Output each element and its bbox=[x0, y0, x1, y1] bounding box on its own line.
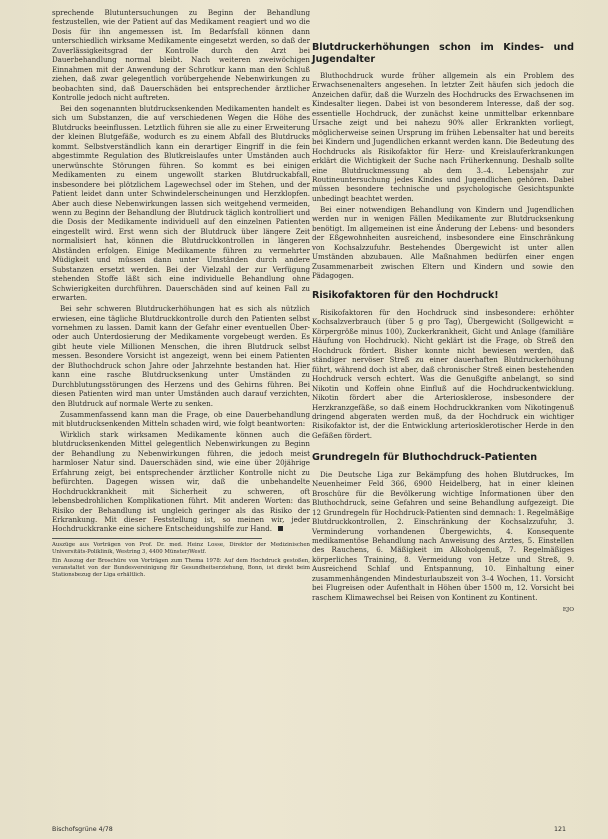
right-column bbox=[312, 42, 574, 617]
left-column bbox=[52, 8, 310, 581]
paragraph: Die Deutsche Liga zur Bekämpfung des hohen Blutdruckes, Im Neuenheimer Feld 366, 6900 Heidelberg, hat in einer kleinen Broschüre für die Bevölkerung wichtige Informationen über den Bluthochdruck, seine Gefahren und seine Behandlung aufgezeigt. Die 12 Grundregeln für Hochdruck-Patienten sind demnach: 1. Regelmäßige Blutdruckkontrollen, 2. Einschränkung der Kochsalzzufuhr, 3. Verminderung vorhandenen Übergewichts, 4. Konsequente medikamentöse Behandlung nach Anweisung des Arztes, 5. Einstellen des Rauchens, 6. Mäßigkeit im Alkoholgenuß, 7. Regelmäßiges körperliches Training, 8. Vermeidung von Hetze und Streß, 9. Ausreichend Schlaf und Entspannung, 10. Einhaltung einer zusammenhängenden Mindesturlaubszeit von 3–4 Wochen, 11. Vorsicht bei Flugreisen oder Aufenthalt in Höhen über 1500 m, 12. Vorsicht bei raschem Klimawechsel bei Reisen von Kontinent zu Kontinent. bbox=[312, 469, 574, 602]
paragraph: Risikofaktoren für den Hochdruck sind insbesondere: erhöhter Kochsalzverbrauch (über 5 g pro Tag), Übergewicht (Sollgewicht = Körpergröße minus 100), Zuckerkrankheit, Gicht und Anlage (familiäre Häufung von Hochdruck). Nicht geklärt ist die Frage, ob Streß den Hochdruck fördert. Bisher konnte nicht bewiesen werden, daß ständiger nervöser Streß zu einer dauerhaften Blutdruckerhöhung führt, während doch ist aber, daß chronischer Streß einen bestehenden Hochdruck versch echtert. Was die Genußgifte anbelangt, so sind Nikotin und Koffein ohne Einfluß auf die Hochdruckentwicklung. Nikotin fördert aber die Arteriosklerose, insbesondere der Herzkranzgefäße, so daß einem Hochdruckkranken vom Nikotingenuß dringend abgeraten werden muß, da der Hochdruck ein wichtiger Risikofaktor ist, der die Entwicklung arteriosklerotischer Herde in den Gefäßen fördert. bbox=[312, 307, 574, 440]
paragraph-final bbox=[52, 430, 310, 534]
section-heading: Risikofaktoren für den Hochdruck! bbox=[312, 290, 499, 302]
paragraph: Bei den sogenannten blutdrucksenkenden Medikamenten handelt es sich um Substanzen, die auf verschiedenen Wegen die Höhe des Blutdrucks beeinflussen. Letztlich führen sie alle zu einer Erweiterung der kleinen Blutgefäße, wodurch es zu einem Abfall des Blutdrucks kommt. Selbstverständlich kann ein derartiger Eingriff in die fein abgestimmte Regulation des Blutkreislaufes unter Umständen auch unerwünschte Störungen führen. So kommt es bei einigen Medikamenten zu einem ungewollt starken Blutdruckabfall, insbesondere bei plötzlichem Lagewechsel oder im Stehen, und der Patient leidet dann unter Schwindelerscheinungen und Herzklopfen. Aber auch diese Nebenwirkungen lassen sich weitgehend vermeiden, wenn zu Beginn der Behandlung der Blutdruck täglich kontrolliert und die Dosis der Medikamente individuell auf den einzelnen Patienten eingestellt wird. Erst wenn sich der Blutdruck über längere Zeit normalisiert hat, können die Blutdruckkontrollen in längeren Abständen erfolgen. Einige Medikamente führen zu vermehrter Müdigkeit und müssen dann unter Umständen durch andere Substanzen ersetzt werden. Bei der Vielzahl der zur Verfügung stehenden Stoffe läßt sich eine individuelle Behandlung ohne Schwierigkeiten durchführen. Dauerschäden sind auf keinen Fall zu erwarten. bbox=[52, 104, 310, 303]
paragraph: Bei sehr schweren Blutdruckerhöhungen hat es sich als nützlich erwiesen, eine tägliche Blutdruckkontrolle durch den Patienten selbst vornehmen zu lassen. Damit kann der Gefahr einer eventuellen Über- oder auch Unterdosierung der Medikamente vorgebeugt werden. Es gibt heute viele Millionen Menschen, die ihren Blutdruck selbst messen. Besondere Vorsicht ist angezeigt, wenn bei einem Patienten der Bluthochdruck schon Jahre oder Jahrzehnte bestanden hat. Hier kann eine rasche Blutdrucksenkung unter Umständen zu Durchblutungsstörungen des Herzens und des Gehirns führen. Bei diesen Patienten wird man unter Umständen auch darauf verzichten, den Blutdruck auf normale Werte zu senken. bbox=[52, 304, 310, 408]
paragraph: Bei einer notwendigen Behandlung von Kindern und Jugendlichen werden nur in wenigen Fällen Medikamente zur Blutdrucksenkung benötigt. Im allgemeinen ist eine Änderung der Lebens- und besonders der Eßgewohnheiten ausreichend, insbesondere eine Einschränkung von Kochsalzzufuhr. Bestehendes Übergewicht ist unter allen Umständen abzubauen. Alle Maßnahmen bedürfen einer engen Zusammenarbeit zwischen Eltern und Kindern und sowie den Pädagogen. bbox=[312, 204, 574, 281]
author-signature bbox=[312, 604, 574, 615]
section-heading: Grundregeln für Bluthochdruck-Patienten bbox=[312, 452, 538, 464]
footnote: Auszüge aus Vorträgen von Prof. Dr. med. Heinz Losse, Direktor der Medizinischen Universitäts-Poliklinik, Westring 3, 4400 Münster/Westf. bbox=[52, 541, 310, 555]
end-of-article-mark bbox=[278, 526, 283, 531]
paragraph-text: Wirklich stark wirksamen Medikamente können auch die blutdrucksenkenden Mittel gelegentlich Nebenwirkungen zu Beginn der Behandlung zu Nebenwirkungen führen, die jedoch meist harmloser Natur sind. Dauerschäden sind, wie eine über 20jährige Erfahrung zeigt, bei entsprechender ärztlicher Kontrolle nicht zu befürchten. Dagegen wissen wir, daß die unbehandelte Hochdruckkrankheit mit Sicherheit zu schweren, oft lebensbedrohlichen Komplikationen führt. Mit anderen Worten: das Risiko der Behandlung ist ungleich geringer als das Risiko der Erkrankung. Mit dieser Feststellung ist, so meinen wir, jeder Hochdruckkranke eine sichere Entscheidungshilfe zur Hand. bbox=[52, 429, 310, 534]
footnote-divider bbox=[52, 538, 262, 539]
footer-issue-label: Bischofsgrüne 4/78 bbox=[52, 826, 113, 833]
paragraph: sprechende Blutuntersuchungen zu Beginn der Behandlung festzustellen, wie der Patient auf das Medikament reagiert und wo die Dosis für ihn angemessen ist. Im Bedarfsfall können dann unterschiedlich wirksame Medikamente eingesetzt werden, so daß der Zuverlässigkeitsgrad der Kontrolle durch den Arzt bei Dauerbehandlung normal bleibt. Nach weiteren zweiwöchigen Einnahmen mit der Anwendung der Schrotkur kann man den Schluß ziehen, daß zwar gelegentlich vorübergehende Nebenwirkungen zu beobachten sind, daß Dauerschäden bei entsprechender ärztlicher Kontrolle jedoch nicht auftreten. bbox=[52, 8, 310, 103]
page-number: 121 bbox=[554, 826, 567, 833]
signature-text: EJO bbox=[562, 606, 574, 613]
paragraph: Zusammenfassend kann man die Frage, ob eine Dauerbehandlung mit blutdrucksenkenden Mitteln schaden wird, wie folgt beantworten: bbox=[52, 409, 310, 428]
footnote: Ein Auszug der Broschüre von Vorträgen zum Thema 1978: Auf dem Hochdruck gestoßen, veranstaltet von der Bundesvereinigung für Gesundheitserziehung, Bonn, ist direkt beim Stationsbezug der Liga erhältlich. bbox=[52, 557, 310, 578]
section-heading: Blutdruckerhöhungen schon im Kindes- und Jugendalter bbox=[312, 42, 574, 65]
paragraph: Bluthochdruck wurde früher allgemein als ein Problem des Erwachsenenalters angesehen. In letzter Zeit häufen sich jedoch die Anzeichen dafür, daß die Wurzeln des Hochdrucks des Erwachsenen im Kindesalter liegen. Dabei ist von besonderem Interesse, daß der sog. essentielle Hochdruck, der zunächst keine unmittelbar erkennbare Ursache zeigt und bei nahezu 90% aller Erkrankten vorliegt, möglicherweise seinen Ursprung im frühen Lebensalter hat und bereits bei Kindern und Jugendlichen erkannt werden kann. Die Bedeutung des Hochdrucks als Risikofaktor für Herz- und Kreislauferkrankungen erklärt die Wichtigkeit der Suche nach Früherkennung. Deshalb sollte eine Blutdruckmessung ab dem 3.–4. Lebensjahr zur Routineuntersuchung jedes Kindes und Jugendlichen gehören. Dabei müssen besondere technische und psychologische Gesichtspunkte unbedingt beachtet werden. bbox=[312, 71, 574, 203]
